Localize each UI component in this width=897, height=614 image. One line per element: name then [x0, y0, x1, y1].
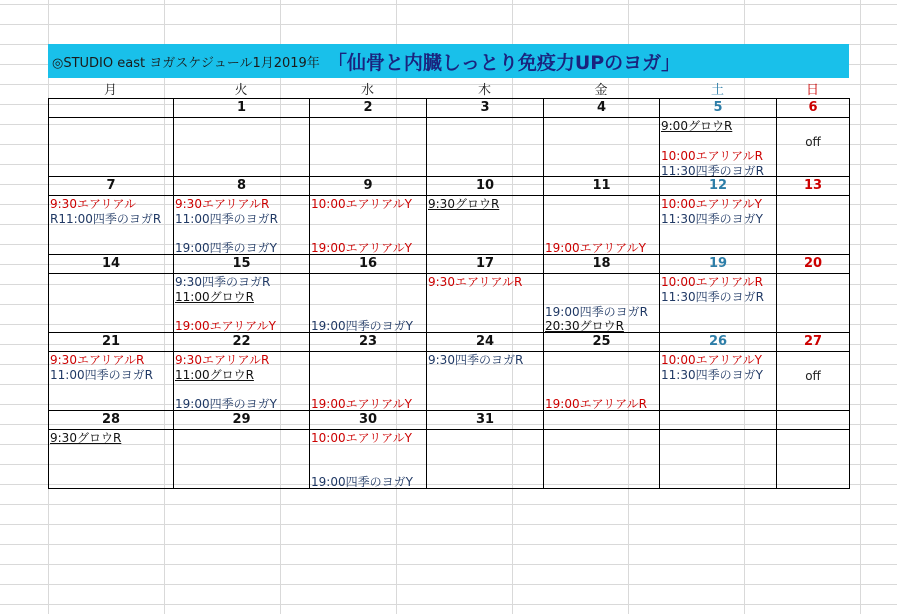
- day-cell: [544, 411, 660, 489]
- weekday-4: 金: [594, 82, 608, 98]
- class-entry: 11:00グロウR: [175, 368, 254, 382]
- title-bar: [48, 44, 849, 78]
- day-schedule: [544, 118, 659, 176]
- day-number: 21: [49, 333, 173, 352]
- day-cell: [310, 99, 427, 177]
- day-schedule: [544, 196, 659, 254]
- day-cell: [427, 255, 544, 333]
- day-number: 28: [49, 411, 173, 430]
- day-cell: [660, 99, 777, 177]
- class-entry: 9:30エアリアル: [50, 197, 136, 211]
- day-number: [544, 411, 659, 430]
- day-cell: [310, 177, 427, 255]
- day-schedule: [310, 196, 426, 254]
- day-schedule: [310, 274, 426, 332]
- week-row: [49, 99, 850, 177]
- class-entry: 9:30エアリアルR: [428, 275, 523, 289]
- off-label: off: [805, 369, 821, 383]
- day-number: 25: [544, 333, 659, 352]
- day-cell: [777, 411, 850, 489]
- day-number: 24: [427, 333, 543, 352]
- day-cell: [544, 177, 660, 255]
- class-entry: 19:00エアリアルY: [311, 397, 412, 411]
- day-number: 13: [777, 177, 849, 196]
- day-schedule: [427, 352, 543, 410]
- day-cell: [49, 411, 174, 489]
- studio-title: ◎STUDIO east ヨガスケジュール1月2019年: [52, 55, 320, 71]
- day-schedule: [777, 430, 849, 488]
- day-cell: [49, 255, 174, 333]
- day-number: 16: [310, 255, 426, 274]
- day-number: 27: [777, 333, 849, 352]
- day-schedule: [427, 430, 543, 488]
- day-number: 19: [660, 255, 776, 274]
- day-number: 26: [660, 333, 776, 352]
- day-schedule: [777, 274, 849, 332]
- class-entry: 19:00エアリアルY: [175, 319, 276, 333]
- day-number: 2: [310, 99, 426, 118]
- day-cell: [310, 333, 427, 411]
- class-entry: 19:00エアリアルY: [311, 241, 412, 255]
- day-cell: [660, 411, 777, 489]
- day-cell: [777, 99, 850, 177]
- day-schedule: [660, 274, 776, 332]
- calendar-grid: [48, 98, 850, 489]
- day-number: 22: [174, 333, 309, 352]
- class-entry: 9:30四季のヨガR: [428, 353, 524, 367]
- day-cell: [777, 333, 850, 411]
- day-number: 7: [49, 177, 173, 196]
- week-row: [49, 255, 850, 333]
- week-row: [49, 177, 850, 255]
- day-cell: [660, 255, 777, 333]
- class-entry: 9:30四季のヨガR: [175, 275, 271, 289]
- day-cell: [49, 333, 174, 411]
- class-entry: 9:30エアリアルR: [50, 353, 145, 367]
- class-entry: 19:00四季のヨガY: [311, 475, 413, 489]
- day-schedule: [310, 352, 426, 410]
- day-number: [660, 411, 776, 430]
- class-entry: 11:00グロウR: [175, 290, 254, 304]
- day-number: 11: [544, 177, 659, 196]
- day-cell: [174, 255, 310, 333]
- class-entry: 10:00エアリアルY: [661, 197, 762, 211]
- day-number: [49, 99, 173, 118]
- class-entry: 9:30エアリアルR: [175, 197, 270, 211]
- class-entry: 19:00四季のヨガY: [175, 241, 277, 255]
- class-entry: 11:30四季のヨガR: [661, 164, 764, 177]
- day-schedule: [660, 352, 776, 410]
- day-schedule: [427, 274, 543, 332]
- day-number: 3: [427, 99, 543, 118]
- day-cell: [660, 177, 777, 255]
- day-cell: [777, 255, 850, 333]
- day-number: 23: [310, 333, 426, 352]
- day-cell: [174, 99, 310, 177]
- day-schedule: [777, 118, 849, 176]
- day-number: 30: [310, 411, 426, 430]
- class-entry: 19:00エアリアルY: [545, 241, 646, 255]
- day-schedule: [174, 196, 309, 254]
- day-cell: [174, 411, 310, 489]
- day-schedule: [660, 430, 776, 488]
- day-cell: [427, 333, 544, 411]
- day-cell: [544, 99, 660, 177]
- day-number: 15: [174, 255, 309, 274]
- day-schedule: [174, 274, 309, 332]
- day-number: 4: [544, 99, 659, 118]
- day-cell: [49, 177, 174, 255]
- day-cell: [427, 177, 544, 255]
- day-schedule: [777, 196, 849, 254]
- class-entry: 19:00エアリアルR: [545, 397, 647, 411]
- class-entry: 10:00エアリアルY: [311, 431, 412, 445]
- day-number: 8: [174, 177, 309, 196]
- day-schedule: [660, 196, 776, 254]
- day-cell: [660, 333, 777, 411]
- class-entry: 11:30四季のヨガY: [661, 212, 763, 226]
- day-schedule: [49, 274, 173, 332]
- class-entry: 11:30四季のヨガR: [661, 290, 764, 304]
- class-entry: 10:00エアリアルY: [661, 353, 762, 367]
- class-entry: 19:00四季のヨガR: [545, 305, 648, 319]
- week-row: [49, 411, 850, 489]
- class-entry: 20:30グロウR: [545, 319, 624, 333]
- class-entry: 11:30四季のヨガY: [661, 368, 763, 382]
- class-entry: 10:00エアリアルR: [661, 275, 763, 289]
- day-number: 6: [777, 99, 849, 118]
- class-entry: R11:00四季のヨガR: [50, 212, 162, 226]
- week-row: [49, 333, 850, 411]
- day-cell: [427, 99, 544, 177]
- day-cell: [427, 411, 544, 489]
- day-number: 17: [427, 255, 543, 274]
- class-entry: 11:00四季のヨガR: [175, 212, 278, 226]
- theme-title: 「仙骨と内臓しっとり免疫力UPのヨガ」: [327, 51, 681, 74]
- day-schedule: [310, 430, 426, 488]
- day-cell: [49, 99, 174, 177]
- day-number: 10: [427, 177, 543, 196]
- weekday-1: 火: [234, 82, 248, 98]
- class-entry: 19:00四季のヨガY: [311, 319, 413, 333]
- day-number: 9: [310, 177, 426, 196]
- day-schedule: [49, 430, 173, 488]
- class-entry: 9:30エアリアルR: [175, 353, 270, 367]
- weekday-3: 木: [477, 82, 491, 98]
- day-number: 12: [660, 177, 776, 196]
- day-number: 20: [777, 255, 849, 274]
- day-schedule: [310, 118, 426, 176]
- day-number: 14: [49, 255, 173, 274]
- day-schedule: [174, 430, 309, 488]
- day-schedule: [174, 118, 309, 176]
- day-schedule: [49, 118, 173, 176]
- day-number: 5: [660, 99, 776, 118]
- day-number: 31: [427, 411, 543, 430]
- class-entry: 10:00エアリアルY: [311, 197, 412, 211]
- day-schedule: [660, 118, 776, 176]
- weekday-5: 土: [710, 82, 724, 98]
- day-schedule: [49, 352, 173, 410]
- day-schedule: [49, 196, 173, 254]
- day-schedule: [777, 352, 849, 410]
- day-number: [777, 411, 849, 430]
- class-entry: 19:00四季のヨガY: [175, 397, 277, 411]
- day-number: 29: [174, 411, 309, 430]
- day-cell: [310, 411, 427, 489]
- day-cell: [777, 177, 850, 255]
- class-entry: 11:00四季のヨガR: [50, 368, 153, 382]
- day-schedule: [544, 274, 659, 332]
- weekday-6: 日: [805, 82, 819, 98]
- off-label: off: [805, 135, 821, 149]
- day-schedule: [174, 352, 309, 410]
- day-cell: [174, 333, 310, 411]
- day-cell: [544, 333, 660, 411]
- day-schedule: [544, 352, 659, 410]
- class-entry: 10:00エアリアルR: [661, 149, 763, 163]
- class-entry: 9:30グロウR: [50, 431, 122, 445]
- day-cell: [310, 255, 427, 333]
- day-schedule: [544, 430, 659, 488]
- weekday-0: 月: [103, 82, 117, 98]
- day-number: 18: [544, 255, 659, 274]
- day-cell: [174, 177, 310, 255]
- weekday-2: 水: [360, 82, 374, 98]
- day-schedule: [427, 118, 543, 176]
- class-entry: 9:00グロウR: [661, 119, 733, 133]
- day-number: 1: [174, 99, 309, 118]
- class-entry: 9:30グロウR: [428, 197, 500, 211]
- day-cell: [544, 255, 660, 333]
- day-schedule: [427, 196, 543, 254]
